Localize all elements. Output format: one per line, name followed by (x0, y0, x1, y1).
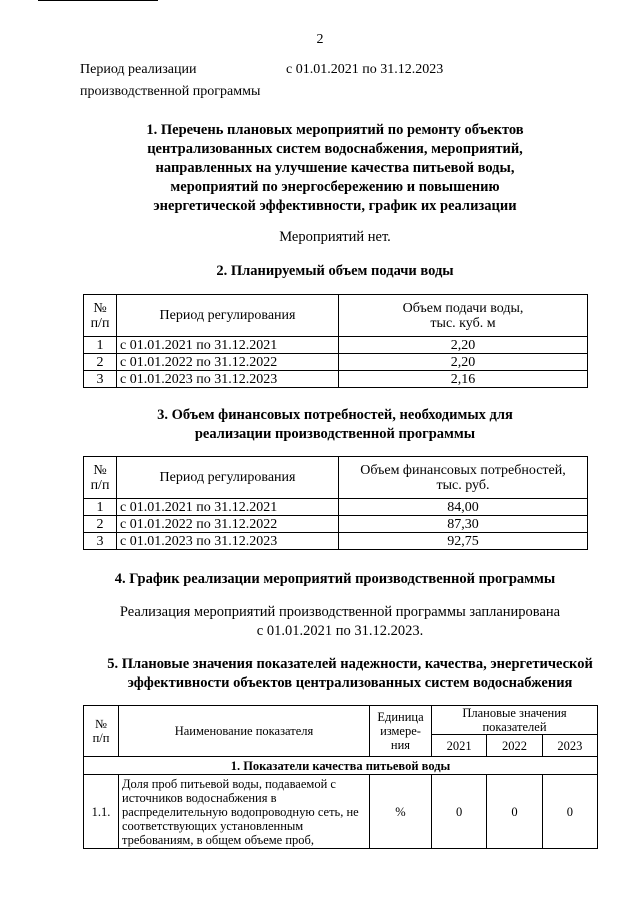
col-num: № п/п (84, 457, 117, 499)
financial-needs-table (83, 456, 588, 550)
section2-title: 2. Планируемый объем подачи воды (216, 263, 454, 279)
table-header-row (84, 706, 598, 735)
table-row: 2 с 01.01.2022 по 31.12.2022 87,30 (84, 516, 588, 533)
col-2021: 2021 (432, 735, 487, 757)
section1-title (0, 121, 640, 216)
col-name: Наименование показателя (119, 706, 370, 757)
col-2022: 2022 (487, 735, 542, 757)
col-num: № п/п (84, 295, 117, 337)
section3-title-line: реализации производственной программы (194, 426, 476, 442)
table-row: 2 с 01.01.2022 по 31.12.2022 2,20 (84, 354, 588, 371)
table-row: 3 с 01.01.2023 по 31.12.2023 92,75 (84, 533, 588, 550)
period-label-line2: производственной программы (80, 84, 261, 99)
section3-title-line: 3. Объем финансовых потребностей, необходимых для (157, 407, 513, 423)
water-supply-table (83, 294, 588, 388)
section3-title (0, 406, 640, 444)
col-num: № п/п (84, 706, 119, 757)
period-label-line1: Период реализации (80, 62, 197, 77)
indicators-table (83, 705, 598, 849)
page-number: 2 (316, 32, 324, 47)
col-2023: 2023 (542, 735, 597, 757)
section5-title-line: эффективности объектов централизованных систем водоснабжения (127, 675, 573, 691)
section1-title-line: 1. Перечень плановых мероприятий по ремонту объектов (146, 122, 524, 138)
col-unit: Единица измере- ния (370, 706, 432, 757)
period-value: с 01.01.2021 по 31.12.2023 (286, 62, 444, 77)
col-value: Объем подачи воды, тыс. куб. м (339, 295, 588, 337)
section1-title-line: мероприятий по энергосбережению и повышению (170, 179, 500, 195)
table-row: 1 с 01.01.2021 по 31.12.2021 84,00 (84, 499, 588, 516)
table-row: 3 с 01.01.2023 по 31.12.2023 2,16 (84, 371, 588, 388)
section1-title-line: энергетической эффективности, график их реализации (153, 198, 517, 214)
col-period: Период регулирования (117, 457, 339, 499)
section5-title-line: 5. Плановые значения показателей надежности, качества, энергетической (107, 656, 593, 672)
table-row: 1 с 01.01.2021 по 31.12.2021 2,20 (84, 337, 588, 354)
col-value: Объем финансовых потребностей, тыс. руб. (339, 457, 588, 499)
section1-title-line: направленных на улучшение качества питьевой воды, (155, 160, 515, 176)
table-header-row (84, 457, 588, 499)
top-rule (38, 0, 158, 1)
section4-title: 4. График реализации мероприятий производственной программы (114, 571, 556, 587)
indicator-name: Доля проб питьевой воды, подаваемой с источников водоснабжения в распределительную водопроводную сеть, не соответствующих установленным требованиям, в общем объеме проб, (119, 775, 370, 849)
col-period: Период регулирования (117, 295, 339, 337)
table-header-row (84, 295, 588, 337)
section4-text: Реализация мероприятий производственной программы запланирована с 01.01.2021 по 31.12.2023. (119, 604, 561, 639)
table-row: 1.1. Доля проб питьевой воды, подаваемой с источников водоснабжения в распределительную водопроводную сеть, не соответствующих установленным требованиям, в общем объеме проб, % 0 0 0 (84, 775, 598, 849)
group-row: 1. Показатели качества питьевой воды (84, 757, 598, 775)
section1-text: Мероприятий нет. (279, 229, 391, 245)
section1-title-line: централизованных систем водоснабжения, мероприятий, (147, 141, 523, 157)
col-plan: Плановые значения показателей (432, 706, 598, 735)
section5-title (0, 655, 640, 693)
